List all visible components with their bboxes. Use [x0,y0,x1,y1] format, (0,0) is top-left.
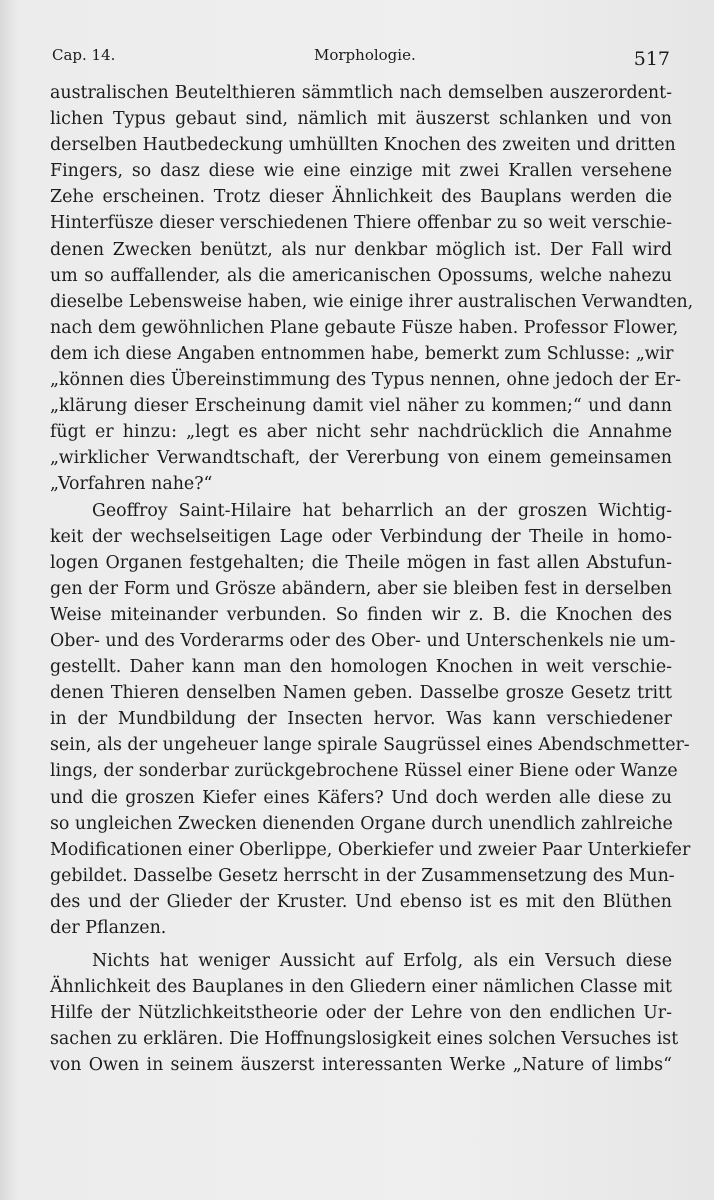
text-line: sein, als der ungeheuer lange spirale Saugrüssel eines Abendschmetter- [50,735,690,756]
text-line: fügt er hinzu: „legt es aber nicht sehr nachdrücklich die Annahme [50,422,672,443]
text-line: gestellt. Daher kann man den homologen Knochen in weit verschie- [50,657,672,678]
text-line: Modificationen einer Oberlippe, Oberkiefer und zweier Paar Unterkiefer [50,839,691,860]
text-line: denen Zwecken benützt, als nur denkbar möglich ist. Der Fall wird [50,239,672,260]
text-line: lichen Typus gebaut sind, nämlich mit äuszerst schlanken und von [50,109,672,130]
text-line: denen Thieren denselben Namen geben. Dasselbe grosze Gesetz tritt [50,683,672,704]
paragraph-spacing [50,941,672,948]
text-line: logen Organen festgehalten; die Theile mögen in fast allen Abstufun- [50,552,672,573]
text-line: Geoffroy Saint-Hilaire hat beharrlich an der groszen Wichtig- [92,500,672,521]
text-line: gebildet. Dasselbe Gesetz herrscht in der Zusammensetzung des Mun- [50,865,675,886]
text-line: Weise miteinander verbunden. So finden wir z. B. die Knochen des [50,604,672,625]
paragraph-1 [50,80,694,498]
section-title: Morphologie. [314,46,416,64]
text-line: nach dem gewöhnlichen Plane gebaute Füsze haben. Professor Flower, [50,317,679,338]
text-line: australischen Beutelthieren sämmtlich nach demselben auszerordent- [50,83,672,103]
text-line: von Owen in seinem äuszerst interessanten Werke „Nature of limbs“ [50,1055,672,1076]
text-line: des und der Glieder der Kruster. Und ebenso ist es mit den Blüthen [50,891,672,912]
body-text [50,80,694,1079]
text-line: und die groszen Kiefer eines Käfers? Und doch werden alle diese zu [50,787,672,808]
page-number: 517 [633,48,670,70]
text-line: lings, der sonderbar zurückgebrochene Rüssel einer Biene oder Wanze [50,761,678,782]
text-line: „wirklicher Verwandtschaft, der Vererbung von einem gemeinsamen [50,448,672,469]
text-line: so ungleichen Zwecken dienenden Organe durch unendlich zahlreiche [50,813,673,834]
text-line: Ähnlichkeit des Bauplanes in den Gliedern einer nämlichen Classe mit [50,977,672,998]
text-line: dem ich diese Angaben entnommen habe, bemerkt zum Schlusse: „wir [50,343,674,364]
text-line: Hilfe der Nützlichkeitstheorie oder der Lehre von den endlichen Ur- [50,1003,672,1024]
text-line: Ober- und des Vorderarms oder des Ober- und Unterschenkels nie um- [50,630,676,651]
text-line: der Pflanzen. [50,918,167,938]
text-line: derselben Hautbedeckung umhüllten Knochen des zweiten und dritten [50,135,676,156]
text-line: „können dies Übereinstimmung des Typus nennen, ohne jedoch der Er- [50,370,681,391]
text-line: Zehe erscheinen. Trotz dieser Ähnlichkeit des Bauplans werden die [50,187,672,208]
text-line: sachen zu erklären. Die Hoffnungslosigkeit eines solchen Versuches ist [50,1029,679,1050]
running-header [52,42,670,72]
text-line: gen der Form und Grösze abändern, aber sie bleiben fest in derselben [50,578,672,599]
text-line: Nichts hat weniger Aussicht auf Erfolg, als ein Versuch diese [92,951,672,972]
text-line: „klärung dieser Erscheinung damit viel näher zu kommen;“ und dann [50,396,672,417]
text-line: keit der wechselseitigen Lage oder Verbindung der Theile in homo- [50,526,672,547]
paragraph-3 [50,948,679,1078]
text-line: um so auffallender, als die americanischen Opossums, welche nahezu [50,265,672,286]
text-line: Fingers, so dasz diese wie eine einzige mit zwei Krallen versehene [50,161,672,182]
text-line: Hinterfüsze dieser verschiedenen Thiere offenbar zu so weit verschie- [50,213,672,234]
chapter-label: Cap. 14. [52,46,116,64]
text-line: dieselbe Lebensweise haben, wie einige ihrer australischen Verwandten, [50,291,694,312]
text-line: in der Mundbildung der Insecten hervor. Was kann verschiedener [50,709,672,730]
paragraph-2 [50,498,691,942]
text-line: „Vorfahren nahe?“ [50,474,213,495]
